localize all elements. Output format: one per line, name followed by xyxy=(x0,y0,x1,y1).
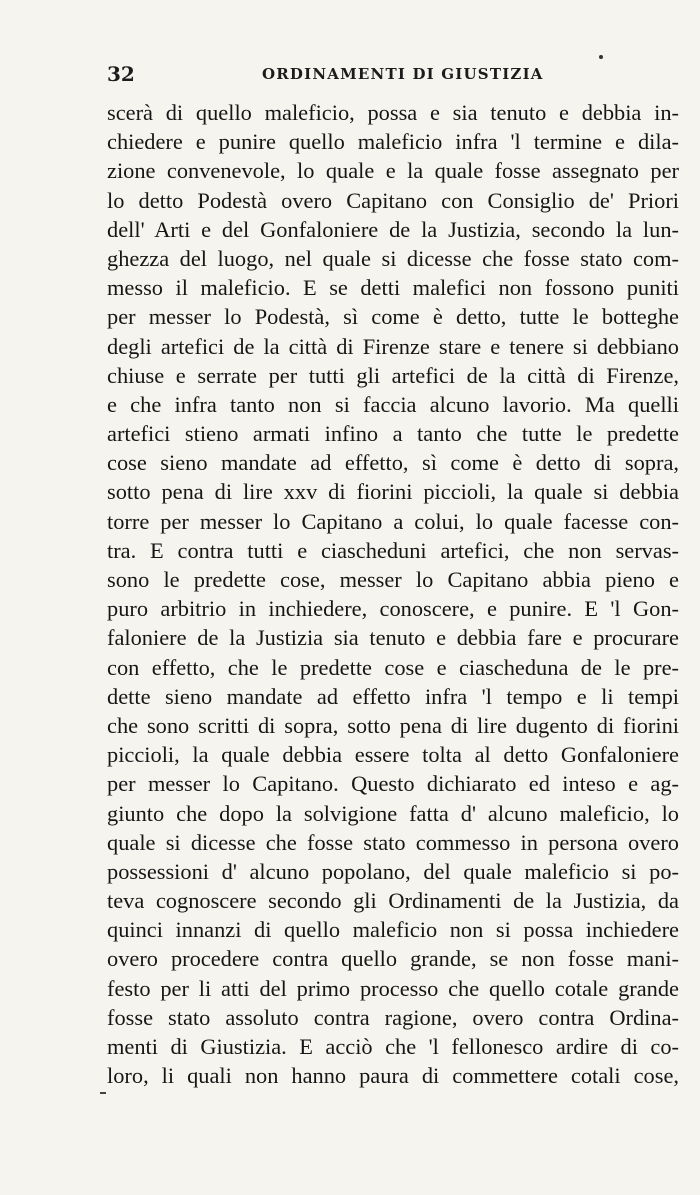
text-line: overo procedere contra quello grande, se non fosse mani- xyxy=(107,946,679,972)
text-line: giunto che dopo la solvigione fatta d' alcuno maleficio, lo xyxy=(107,800,679,826)
text-line: per messer lo Podestà, sì come è detto, tutte le botteghe xyxy=(107,304,679,330)
text-line: chiuse e serrate per tutti gli artefici de la città di Firenze, xyxy=(107,362,679,388)
text-line: piccioli, la quale debbia essere tolta al detto Gonfaloniere xyxy=(107,742,679,768)
text-line: loro, li quali non hanno paura di commettere cotali cose, xyxy=(107,1063,679,1089)
text-line: artefici stieno armati infino a tanto che tutte le predette xyxy=(107,421,679,447)
text-line: messo il maleficio. E se detti malefici non fossono puniti xyxy=(107,275,679,301)
page-number: 32 xyxy=(107,62,135,86)
text-line: fosse stato assoluto contra ragione, overo contra Ordina- xyxy=(107,1004,679,1030)
text-line: ghezza del luogo, nel quale si dicesse che fosse stato com- xyxy=(107,245,679,271)
text-line: degli artefici de la città di Firenze stare e tenere si debbiano xyxy=(107,333,679,359)
text-line: zione convenevole, lo quale e la quale fosse assegnato per xyxy=(107,158,679,184)
text-line: scerà di quello maleficio, possa e sia tenuto e debbia in- xyxy=(107,100,679,125)
text-line: lo detto Podestà overo Capitano con Consiglio de' Priori xyxy=(107,187,679,213)
text-line: dell' Arti e del Gonfaloniere de la Justizia, secondo la lun- xyxy=(107,216,679,242)
text-line: possessioni d' alcuno popolano, del quale maleficio si po- xyxy=(107,858,679,884)
text-line: torre per messer lo Capitano a colui, lo quale facesse con- xyxy=(107,508,679,534)
text-line: sotto pena di lire xxv di fiorini piccioli, la quale si debbia xyxy=(107,479,679,505)
text-line: per messer lo Capitano. Questo dichiarato ed inteso e ag- xyxy=(107,771,679,797)
text-line: festo per li atti del primo processo che quello cotale grande xyxy=(107,975,679,1001)
margin-mark xyxy=(100,1092,106,1094)
text-line: dette sieno mandate ad effetto infra 'l tempo e li tempi xyxy=(107,683,679,709)
text-line: puro arbitrio in inchiedere, conoscere, e punire. E 'l Gon- xyxy=(107,596,679,622)
body-text xyxy=(107,98,679,1090)
text-line: e che infra tanto non si faccia alcuno lavorio. Ma quelli xyxy=(107,391,679,417)
running-title: ORDINAMENTI DI GIUSTIZIA xyxy=(262,65,544,83)
text-line: tra. E contra tutti e ciascheduni artefici, che non servas- xyxy=(107,537,679,563)
text-line: teva cognoscere secondo gli Ordinamenti de la Justizia, da xyxy=(107,888,679,914)
text-line: chiedere e punire quello maleficio infra 'l termine e dila- xyxy=(107,129,679,155)
text-line: quinci innanzi di quello maleficio non si possa inchiedere xyxy=(107,917,679,943)
text-line: quale si dicesse che fosse stato commesso in persona overo xyxy=(107,829,679,855)
text-line: sono le predette cose, messer lo Capitano abbia pieno e xyxy=(107,567,679,592)
text-line: che sono scritti di sopra, sotto pena di lire dugento di fiorini xyxy=(107,712,679,738)
text-line: faloniere de la Justizia sia tenuto e debbia fare e procurare xyxy=(107,625,679,651)
text-line: con effetto, che le predette cose e ciascheduna de le pre- xyxy=(107,654,679,680)
ink-speck xyxy=(599,55,603,59)
text-line: menti di Giustizia. E acciò che 'l fellonesco ardire di co- xyxy=(107,1034,679,1059)
running-header xyxy=(107,62,679,88)
text-line: cose sieno mandate ad effetto, sì come è detto di sopra, xyxy=(107,450,679,476)
